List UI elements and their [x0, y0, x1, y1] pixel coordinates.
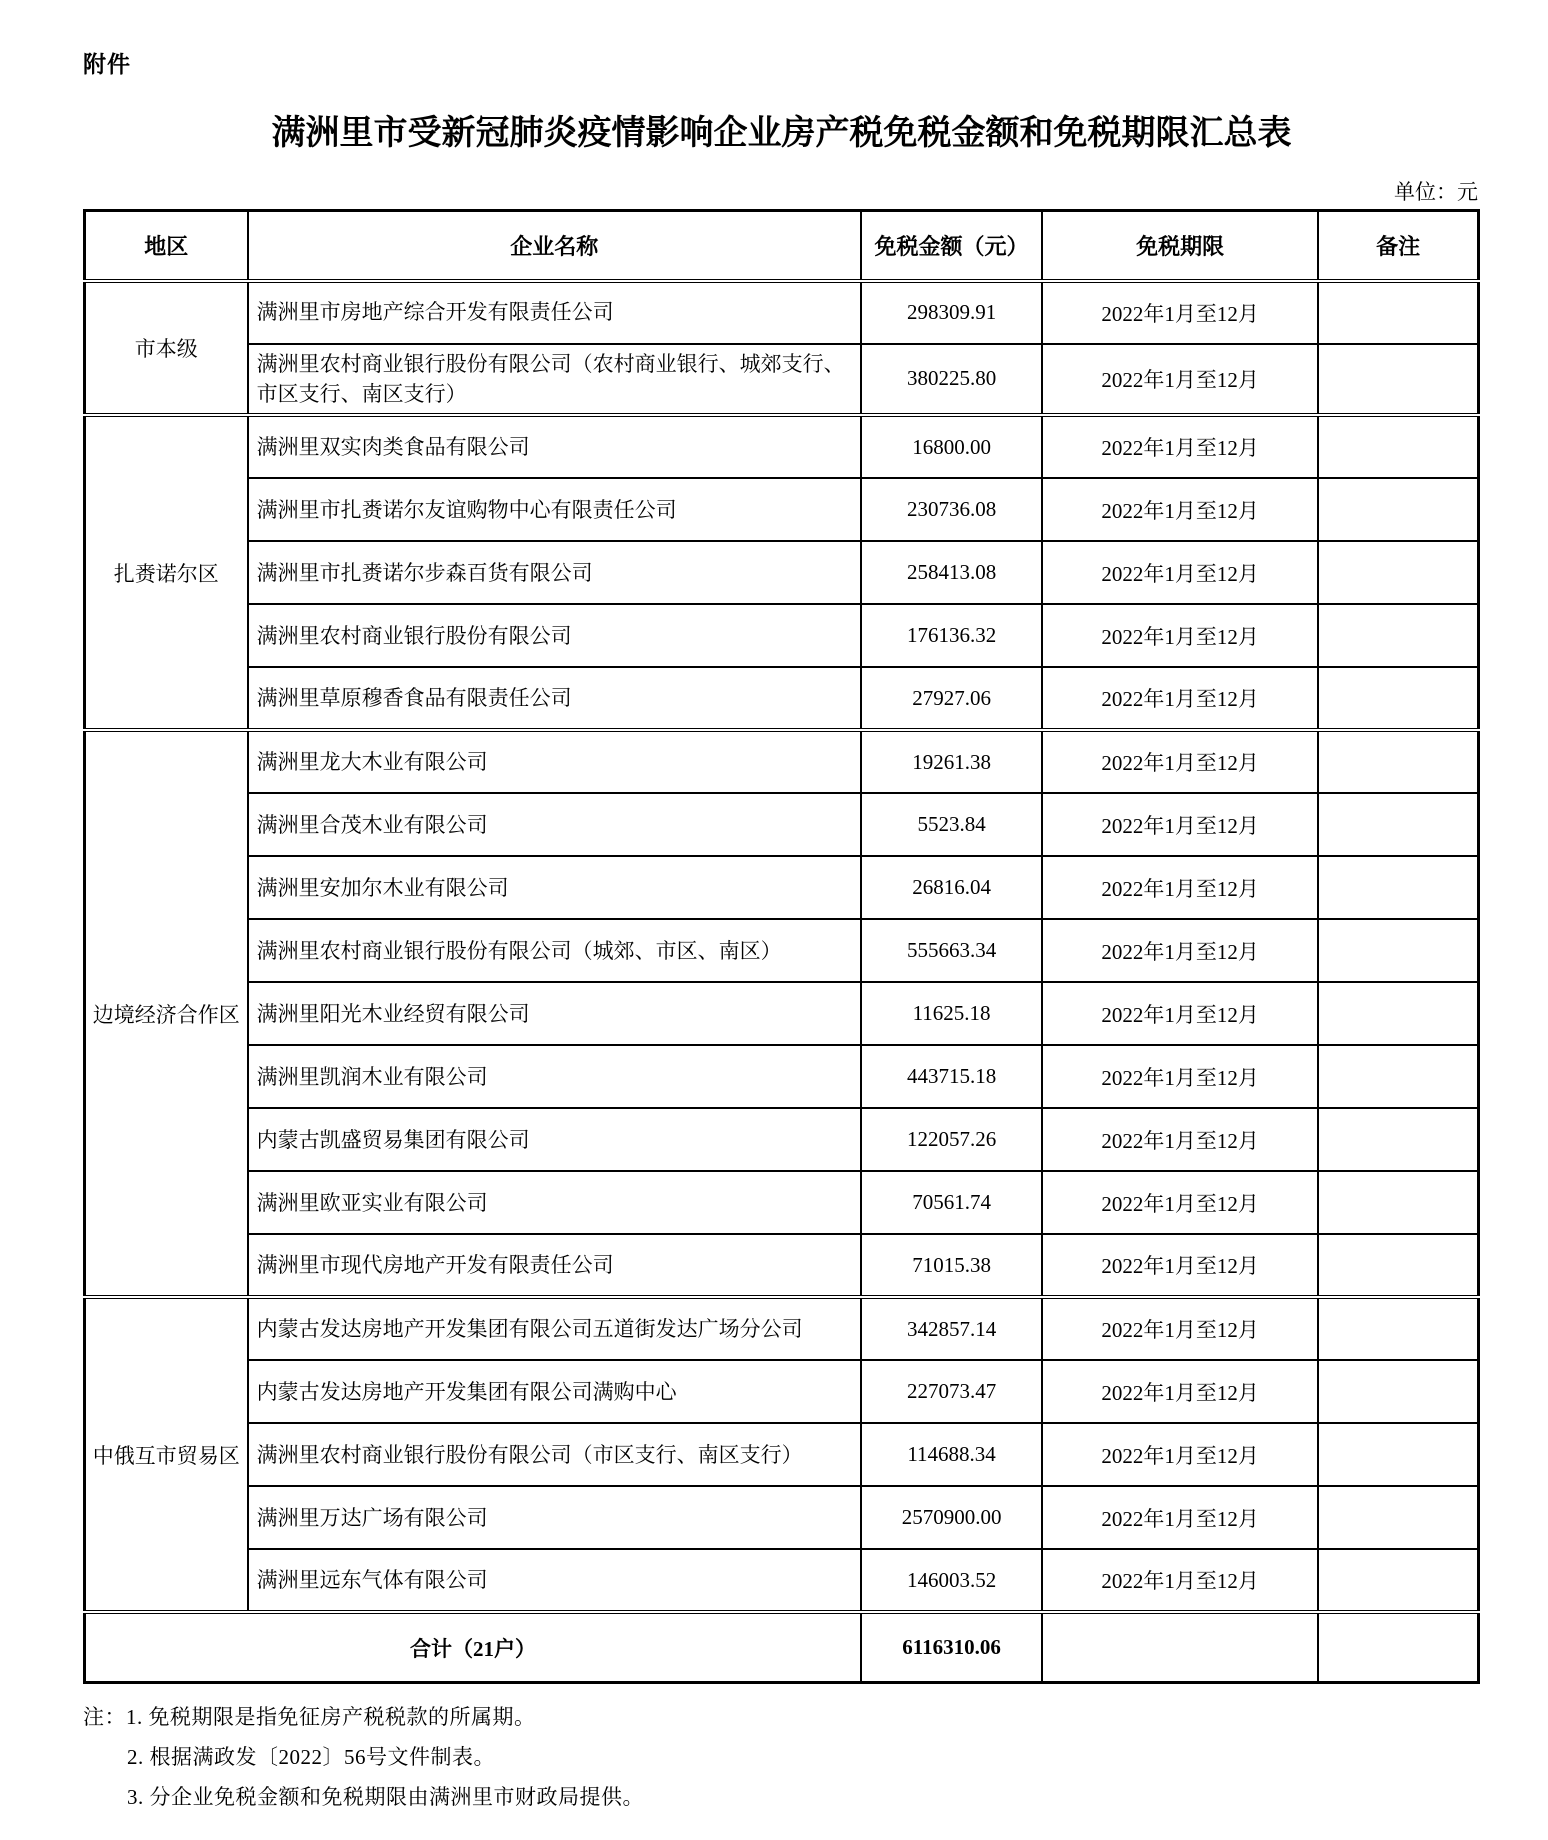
period-cell: 2022年1月至12月: [1042, 1108, 1318, 1171]
table-row: [85, 667, 1479, 730]
table-row: [85, 793, 1479, 856]
region-cell: 市本级: [85, 281, 248, 416]
remark-cell: [1318, 1486, 1478, 1549]
period-cell: 2022年1月至12月: [1042, 982, 1318, 1045]
period-cell: 2022年1月至12月: [1042, 856, 1318, 919]
amount-cell: 146003.52: [861, 1549, 1042, 1612]
period-cell: 2022年1月至12月: [1042, 1297, 1318, 1360]
amount-cell: 27927.06: [861, 667, 1042, 730]
remark-cell: [1318, 730, 1478, 793]
remark-cell: [1318, 982, 1478, 1045]
period-cell: 2022年1月至12月: [1042, 415, 1318, 478]
remark-cell: [1318, 1360, 1478, 1423]
unit-label: 单位：元: [1394, 180, 1478, 204]
table-row: [85, 1171, 1479, 1234]
amount-cell: 114688.34: [861, 1423, 1042, 1486]
remark-cell: [1318, 856, 1478, 919]
table-row: [85, 604, 1479, 667]
table-row: [85, 730, 1479, 793]
amount-cell: 176136.32: [861, 604, 1042, 667]
note-text-2: 2. 根据满政发〔2022〕56号文件制表。: [127, 1744, 495, 1769]
notes-prefix: 注：: [83, 1704, 126, 1729]
note-text-3: 3. 分企业免税金额和免税期限由满洲里市财政局提供。: [127, 1784, 644, 1809]
company-name-cell: 满洲里凯润木业有限公司: [248, 1045, 861, 1108]
table-row: [85, 919, 1479, 982]
remark-cell: [1318, 1171, 1478, 1234]
company-name-cell: 满洲里农村商业银行股份有限公司（市区支行、南区支行）: [248, 1423, 861, 1486]
total-label-cell: 合计（21户）: [85, 1612, 861, 1682]
company-name-cell: 内蒙古发达房地产开发集团有限公司满购中心: [248, 1360, 861, 1423]
period-cell: 2022年1月至12月: [1042, 344, 1318, 416]
table-row: [85, 344, 1479, 416]
period-cell: 2022年1月至12月: [1042, 281, 1318, 344]
total-period-cell: [1042, 1612, 1318, 1682]
column-header-amount: 免税金额（元）: [861, 211, 1042, 281]
remark-cell: [1318, 667, 1478, 730]
amount-cell: 70561.74: [861, 1171, 1042, 1234]
amount-cell: 298309.91: [861, 281, 1042, 344]
remark-cell: [1318, 1108, 1478, 1171]
remark-cell: [1318, 793, 1478, 856]
company-name-cell: 满洲里远东气体有限公司: [248, 1549, 861, 1612]
amount-cell: 227073.47: [861, 1360, 1042, 1423]
column-header-company: 企业名称: [248, 211, 861, 281]
company-name-cell: 满洲里农村商业银行股份有限公司（城郊、市区、南区）: [248, 919, 861, 982]
company-name-cell: 满洲里市扎赉诺尔友谊购物中心有限责任公司: [248, 478, 861, 541]
remark-cell: [1318, 604, 1478, 667]
tax-exemption-summary-table: [83, 209, 1480, 1684]
table-row: [85, 1549, 1479, 1612]
period-cell: 2022年1月至12月: [1042, 1360, 1318, 1423]
period-cell: 2022年1月至12月: [1042, 1234, 1318, 1297]
column-header-region: 地区: [85, 211, 248, 281]
amount-cell: 71015.38: [861, 1234, 1042, 1297]
company-name-cell: 内蒙古凯盛贸易集团有限公司: [248, 1108, 861, 1171]
table-row: [85, 415, 1479, 478]
period-cell: 2022年1月至12月: [1042, 604, 1318, 667]
period-cell: 2022年1月至12月: [1042, 1486, 1318, 1549]
note-line-1: [83, 1698, 1480, 1738]
table-row: [85, 856, 1479, 919]
amount-cell: 258413.08: [861, 541, 1042, 604]
amount-cell: 16800.00: [861, 415, 1042, 478]
table-row: [85, 1045, 1479, 1108]
company-name-cell: 满洲里草原穆香食品有限责任公司: [248, 667, 861, 730]
company-name-cell: 满洲里农村商业银行股份有限公司: [248, 604, 861, 667]
region-cell: 扎赉诺尔区: [85, 415, 248, 730]
table-header-row: [85, 211, 1479, 281]
company-name-cell: 内蒙古发达房地产开发集团有限公司五道街发达广场分公司: [248, 1297, 861, 1360]
table-row: [85, 1234, 1479, 1297]
table-row: [85, 1108, 1479, 1171]
table-row: [85, 478, 1479, 541]
amount-cell: 11625.18: [861, 982, 1042, 1045]
amount-cell: 342857.14: [861, 1297, 1042, 1360]
notes-section: [83, 1698, 1480, 1818]
period-cell: 2022年1月至12月: [1042, 1423, 1318, 1486]
document-content: [83, 0, 1480, 1818]
amount-cell: 2570900.00: [861, 1486, 1042, 1549]
company-name-cell: 满洲里农村商业银行股份有限公司（农村商业银行、城郊支行、市区支行、南区支行）: [248, 344, 861, 416]
remark-cell: [1318, 281, 1478, 344]
total-amount-cell: 6116310.06: [861, 1612, 1042, 1682]
total-row: [85, 1612, 1479, 1682]
period-cell: 2022年1月至12月: [1042, 793, 1318, 856]
table-row: [85, 541, 1479, 604]
company-name-cell: 满洲里安加尔木业有限公司: [248, 856, 861, 919]
table-row: [85, 1360, 1479, 1423]
period-cell: 2022年1月至12月: [1042, 1549, 1318, 1612]
company-name-cell: 满洲里合茂木业有限公司: [248, 793, 861, 856]
remark-cell: [1318, 344, 1478, 416]
company-name-cell: 满洲里市房地产综合开发有限责任公司: [248, 281, 861, 344]
remark-cell: [1318, 1297, 1478, 1360]
region-cell: 边境经济合作区: [85, 730, 248, 1297]
company-name-cell: 满洲里市扎赉诺尔步森百货有限公司: [248, 541, 861, 604]
period-cell: 2022年1月至12月: [1042, 478, 1318, 541]
summary-table-body: [85, 281, 1479, 1683]
period-cell: 2022年1月至12月: [1042, 667, 1318, 730]
company-name-cell: 满洲里双实肉类食品有限公司: [248, 415, 861, 478]
period-cell: 2022年1月至12月: [1042, 541, 1318, 604]
period-cell: 2022年1月至12月: [1042, 1045, 1318, 1108]
note-text-1: 1. 免税期限是指免征房产税税款的所属期。: [126, 1704, 536, 1729]
region-cell: 中俄互市贸易区: [85, 1297, 248, 1612]
amount-cell: 5523.84: [861, 793, 1042, 856]
period-cell: 2022年1月至12月: [1042, 1171, 1318, 1234]
table-row: [85, 982, 1479, 1045]
remark-cell: [1318, 1423, 1478, 1486]
remark-cell: [1318, 1549, 1478, 1612]
remark-cell: [1318, 919, 1478, 982]
remark-cell: [1318, 1045, 1478, 1108]
amount-cell: 443715.18: [861, 1045, 1042, 1108]
table-row: [85, 1423, 1479, 1486]
period-cell: 2022年1月至12月: [1042, 730, 1318, 793]
remark-cell: [1318, 415, 1478, 478]
remark-cell: [1318, 541, 1478, 604]
attachment-label: 附件: [83, 52, 131, 77]
note-line-3: [83, 1778, 1480, 1818]
table-row: [85, 281, 1479, 344]
company-name-cell: 满洲里龙大木业有限公司: [248, 730, 861, 793]
document-title: 满洲里市受新冠肺炎疫情影响企业房产税免税金额和免税期限汇总表: [271, 115, 1292, 152]
period-cell: 2022年1月至12月: [1042, 919, 1318, 982]
note-line-2: [83, 1738, 1480, 1778]
company-name-cell: 满洲里万达广场有限公司: [248, 1486, 861, 1549]
total-remark-cell: [1318, 1612, 1478, 1682]
column-header-remark: 备注: [1318, 211, 1478, 281]
amount-cell: 122057.26: [861, 1108, 1042, 1171]
table-row: [85, 1486, 1479, 1549]
company-name-cell: 满洲里市现代房地产开发有限责任公司: [248, 1234, 861, 1297]
amount-cell: 380225.80: [861, 344, 1042, 416]
amount-cell: 555663.34: [861, 919, 1042, 982]
remark-cell: [1318, 478, 1478, 541]
remark-cell: [1318, 1234, 1478, 1297]
company-name-cell: 满洲里阳光木业经贸有限公司: [248, 982, 861, 1045]
amount-cell: 19261.38: [861, 730, 1042, 793]
amount-cell: 230736.08: [861, 478, 1042, 541]
table-row: [85, 1297, 1479, 1360]
company-name-cell: 满洲里欧亚实业有限公司: [248, 1171, 861, 1234]
amount-cell: 26816.04: [861, 856, 1042, 919]
column-header-period: 免税期限: [1042, 211, 1318, 281]
